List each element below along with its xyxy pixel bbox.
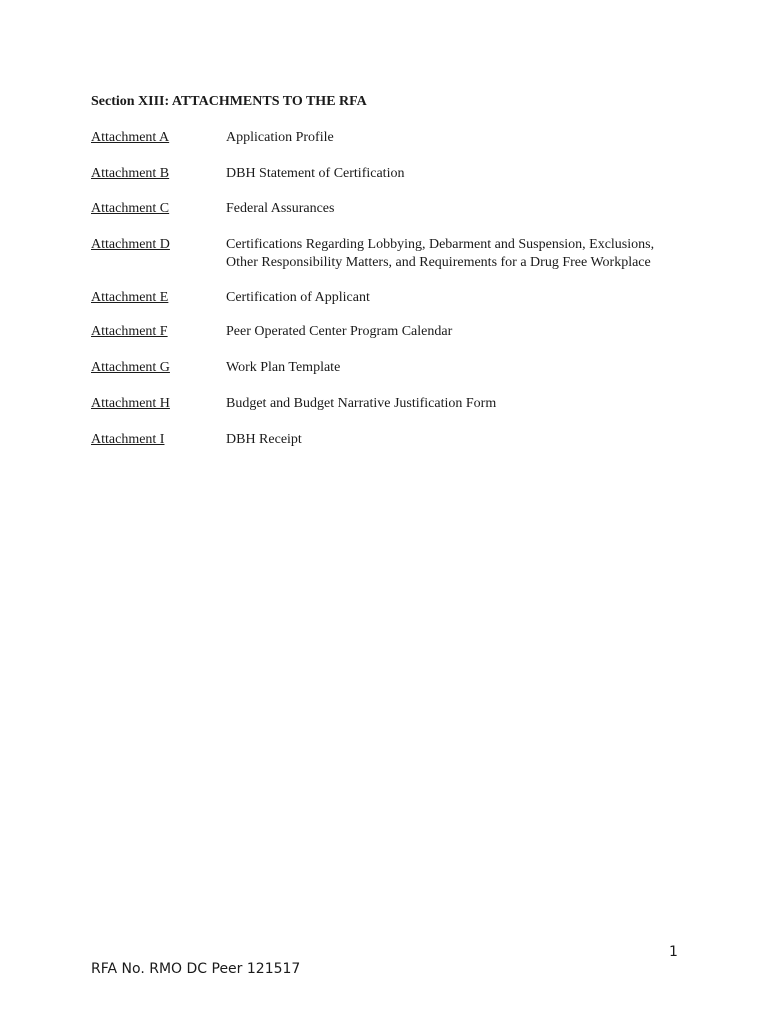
attachment-row-h: [91, 395, 691, 413]
attachment-title: DBH Statement of Certification: [226, 166, 405, 181]
attachment-label: Attachment F: [91, 324, 168, 339]
attachment-label: Attachment I: [91, 432, 165, 447]
attachment-label: Attachment A: [91, 130, 170, 145]
attachment-label: Attachment D: [91, 237, 170, 252]
attachment-row-i: [91, 431, 691, 449]
attachment-title: Budget and Budget Narrative Justification Form: [226, 396, 497, 411]
page-number: 1: [669, 944, 678, 960]
attachment-label: Attachment E: [91, 290, 169, 305]
attachment-list: [91, 129, 691, 449]
attachment-row-g: [91, 359, 691, 377]
attachment-row-b: [91, 165, 691, 183]
footer-rfa-number: RFA No. RMO DC Peer 121517: [91, 961, 301, 977]
attachment-row-c: [91, 200, 691, 218]
attachment-title: DBH Receipt: [226, 432, 302, 447]
attachment-title: Certifications Regarding Lobbying, Debarment and Suspension, Exclusions, Other Responsibility Matters, and Requirements for a Drug Free Workplace: [226, 237, 655, 270]
attachment-label: Attachment H: [91, 396, 170, 411]
section-title: Section XIII: ATTACHMENTS TO THE RFA: [91, 94, 367, 109]
attachment-row-e: [91, 289, 691, 307]
attachment-row-f: [91, 323, 691, 341]
attachment-label: Attachment G: [91, 360, 170, 375]
attachment-title: Application Profile: [226, 130, 334, 145]
attachment-row-a: [91, 129, 691, 147]
attachment-label: Attachment B: [91, 166, 170, 181]
attachment-title: Certification of Applicant: [226, 290, 370, 305]
attachment-title: Work Plan Template: [226, 360, 341, 375]
attachment-row-d: [91, 236, 691, 272]
attachment-title: Federal Assurances: [226, 201, 335, 216]
attachment-title: Peer Operated Center Program Calendar: [226, 324, 453, 339]
attachment-label: Attachment C: [91, 201, 170, 216]
